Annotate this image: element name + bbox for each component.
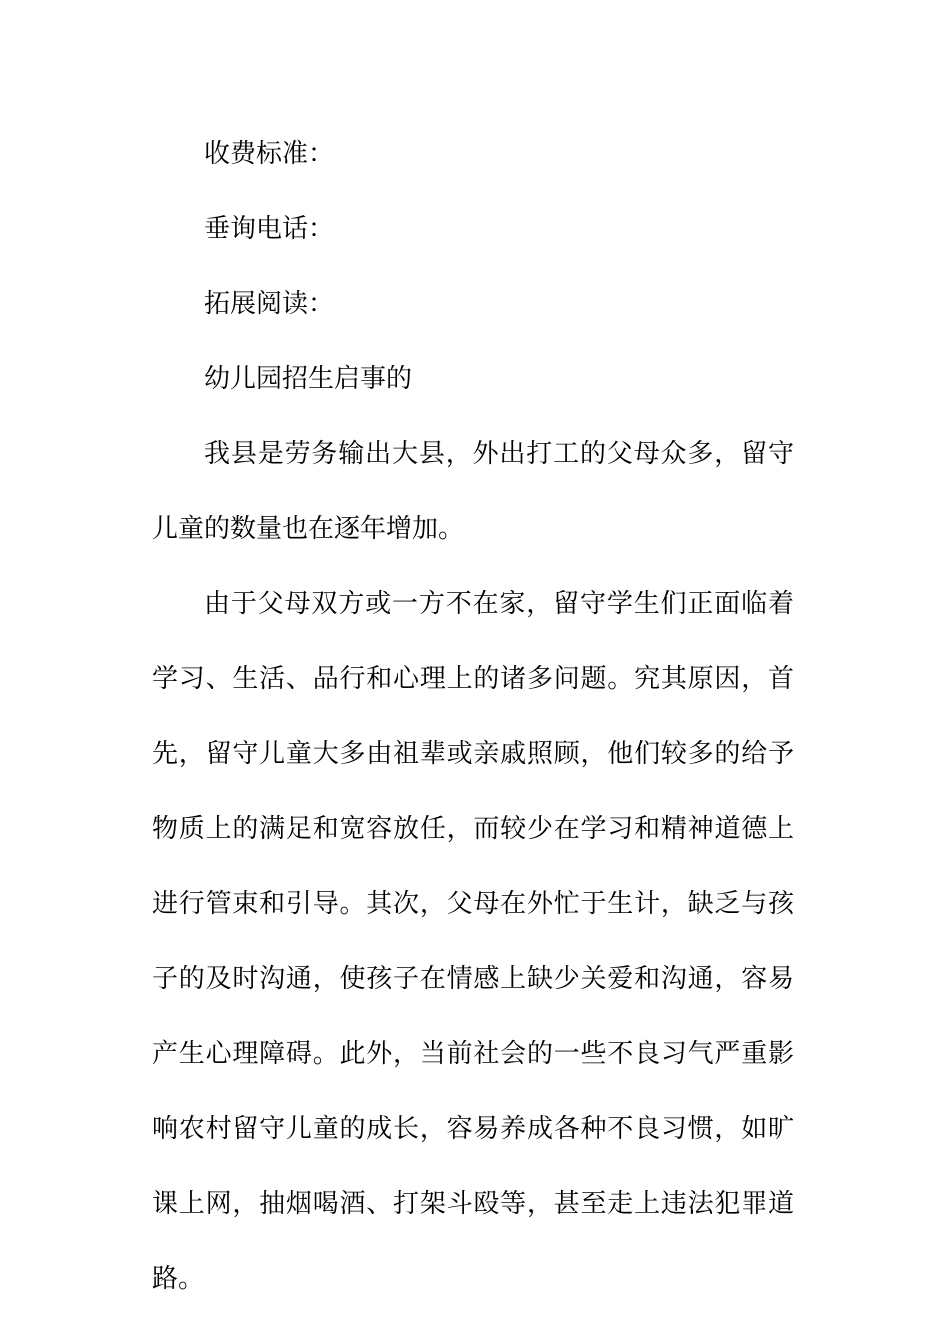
section-heading: 幼儿园招生启事的 <box>204 364 413 394</box>
body-paragraph: 我县是劳务输出大县，外出打工的父母众多，留守儿童的数量也在逐年增加。 <box>152 439 794 544</box>
body-paragraph: 由于父母双方或一方不在家，留守学生们正面临着学习、生活、品行和心理上的诸多问题。究其原因，首先，留守儿童大多由祖辈或亲戚照顾，他们较多的给予物质上的满足和宽容放任，而较少在学习和精神道德上进行管束和引导。其次，父母在外忙于生计，缺乏与孩子的及时沟通，使孩子在情感上缺少关爱和沟通，容易产生心理障碍。此外，当前社会的一些不良习气严重影响农村留守儿童的成长，容易养成各种不良习惯，如旷课上网，抽烟喝酒、打架斗殴等，甚至走上违法犯罪道路。 <box>152 589 794 1294</box>
fee-standard-line: 收费标准： <box>204 139 335 169</box>
inquiry-phone-line: 垂询电话： <box>204 214 335 244</box>
document-body <box>152 117 794 1317</box>
extended-reading-line: 拓展阅读： <box>204 289 335 319</box>
